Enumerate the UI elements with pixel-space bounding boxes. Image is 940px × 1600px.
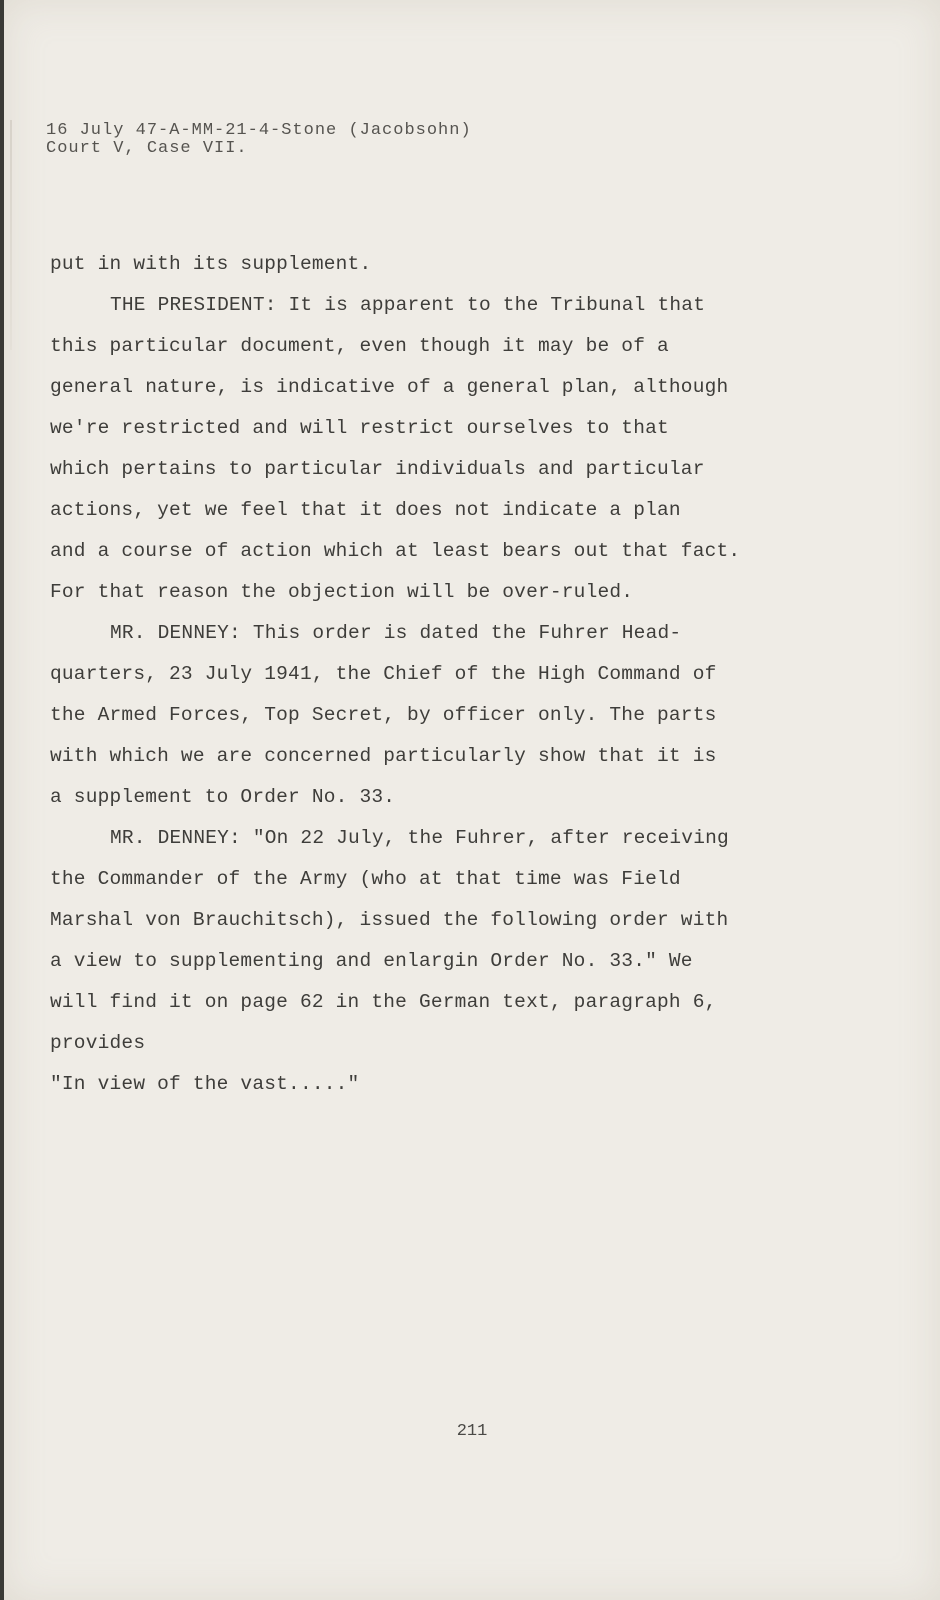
transcript-page — [4, 0, 940, 1600]
transcript-line: quarters, 23 July 1941, the Chief of the High Command of — [50, 663, 717, 685]
transcript-line: which pertains to particular individuals and particular — [50, 458, 705, 480]
transcript-line: with which we are concerned particularly show that it is — [50, 745, 717, 767]
transcript-line: general nature, is indicative of a general plan, although — [50, 376, 729, 398]
transcript-line: put in with its supplement. — [50, 253, 372, 275]
transcript-body — [50, 244, 850, 1105]
transcript-line: THE PRESIDENT: It is apparent to the Tribunal that — [110, 294, 706, 316]
transcript-line: a view to supplementing and enlargin Order No. 33." We — [50, 950, 693, 972]
header-line-court-case: Court V, Case VII. — [46, 139, 248, 158]
transcript-line: actions, yet we feel that it does not indicate a plan — [50, 499, 681, 521]
transcript-line: provides — [50, 1032, 146, 1054]
header-line-date-reporter: 16 July 47-A-MM-21-4-Stone (Jacobsohn) — [46, 121, 472, 140]
transcript-line: we're restricted and will restrict ourselves to that — [50, 417, 669, 439]
transcript-line: MR. DENNEY: "On 22 July, the Fuhrer, after receiving — [110, 827, 729, 849]
transcript-line: MR. DENNEY: This order is dated the Fuhrer Head- — [110, 622, 682, 644]
transcript-line: this particular document, even though it may be of a — [50, 335, 669, 357]
transcript-line: will find it on page 62 in the German text, paragraph 6, — [50, 991, 717, 1013]
transcript-line: a supplement to Order No. 33. — [50, 786, 396, 808]
page-number: 211 — [456, 1422, 488, 1441]
transcript-line: For that reason the objection will be over-ruled. — [50, 581, 634, 603]
page-header — [46, 122, 472, 158]
transcript-line: the Armed Forces, Top Secret, by officer only. The parts — [50, 704, 717, 726]
transcript-line: "In view of the vast....." — [50, 1073, 360, 1095]
transcript-line: the Commander of the Army (who at that time was Field — [50, 868, 681, 890]
transcript-line: and a course of action which at least bears out that fact. — [50, 540, 741, 562]
transcript-line: Marshal von Brauchitsch), issued the following order with — [50, 909, 729, 931]
